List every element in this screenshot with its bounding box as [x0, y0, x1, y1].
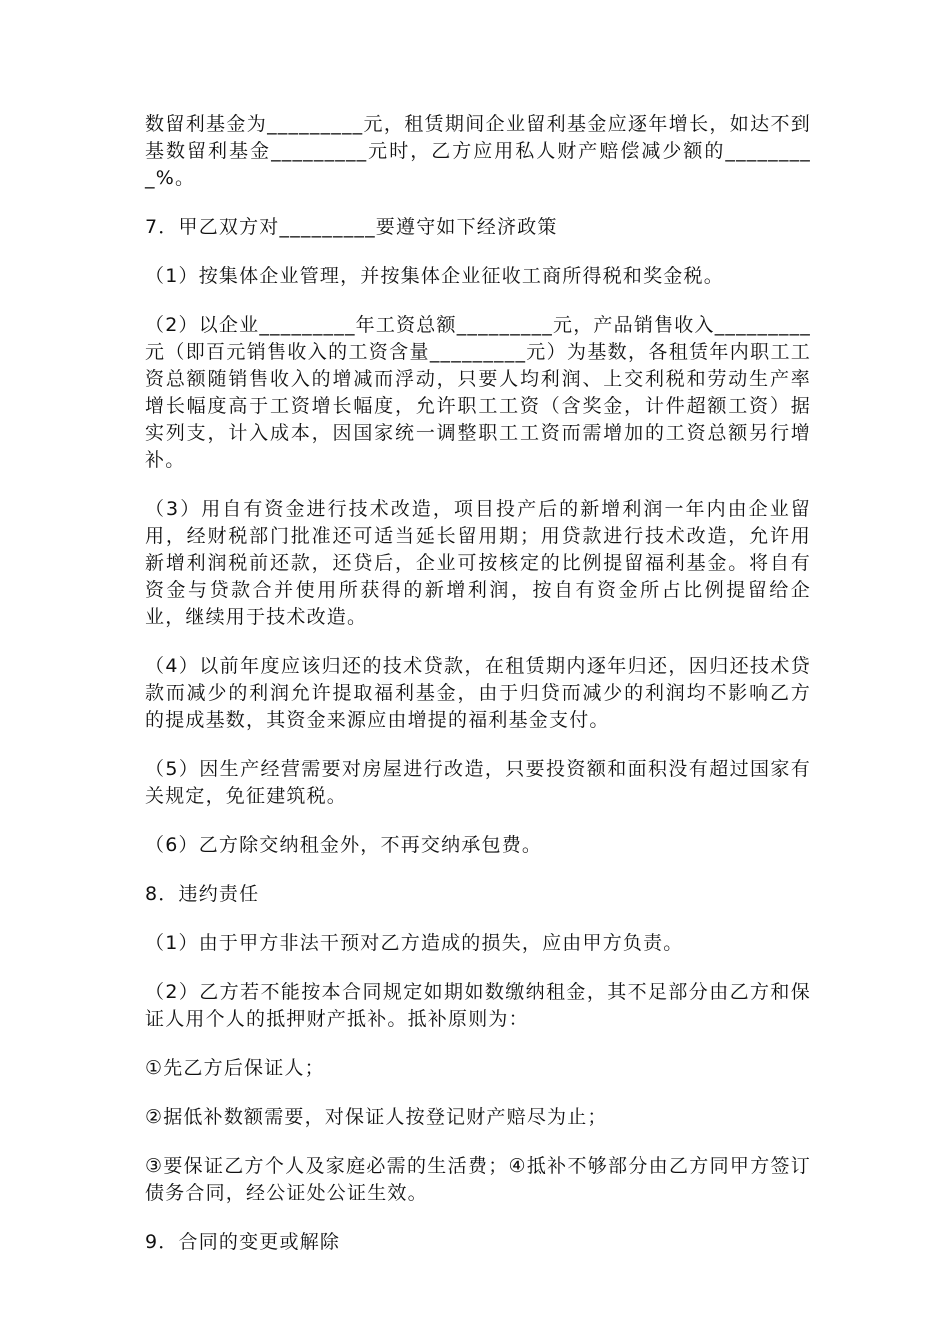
paragraph-7-1: （1）按集体企业管理，并按集体企业征收工商所得税和奖金税。	[145, 265, 724, 287]
paragraph-7-3: （3）用自有资金进行技术改造，项目投产后的新增利润一年内由企业留用，经财税部门批准还可适当延长留用期；用贷款进行技术改造，允许用新增利润税前还款，还贷后，企业可按核定的比例提留福利基金。将自有资金与贷款合并使用所获得的新增利润，按自有资金所占比例提留给企业，继续用于技术改造。	[145, 498, 811, 628]
paragraph-8-2: （2）乙方若不能按本合同规定如期如数缴纳租金，其不足部分由乙方和保证人用个人的抵押财产抵补。抵补原则为：	[145, 981, 811, 1030]
heading-section-7: 7．甲乙双方对_________要遵守如下经济政策	[145, 216, 558, 238]
paragraph-7-2: （2）以企业_________年工资总额_________元，产品销售收入_________元（即百元销售收入的工资含量_________元）为基数，各租赁年内职工工资总额随销售收入的增减而浮动，只要人均利润、上交利税和劳动生产率增长幅度高于工资增长幅度，允许职工工资（含奖金，计件超额工资）据实列支，计入成本，因国家统一调整职工工资而需增加的工资总额另行增补。	[145, 314, 811, 471]
paragraph-7-4: （4）以前年度应该归还的技术贷款，在租赁期内逐年归还，因归还技术贷款而减少的利润允许提取福利基金，由于归贷而减少的利润均不影响乙方的提成基数，其资金来源应由增提的福利基金支付。	[145, 655, 811, 731]
list-item-principle-3-4: ③要保证乙方个人及家庭必需的生活费；④抵补不够部分由乙方同甲方签订债务合同，经公证处公证生效。	[145, 1155, 811, 1204]
paragraph-7-6: （6）乙方除交纳租金外，不再交纳承包费。	[145, 834, 543, 856]
heading-section-9: 9．合同的变更或解除	[145, 1231, 341, 1253]
paragraph-retained-fund: 数留利基金为_________元，租赁期间企业留利基金应逐年增长，如达不到基数留利基金_________元时，乙方应用私人财产赔偿减少额的_________%。	[145, 113, 811, 189]
document-body	[145, 111, 811, 1278]
paragraph-7-5: （5）因生产经营需要对房屋进行改造，只要投资额和面积没有超过国家有关规定，免征建筑税。	[145, 758, 811, 807]
list-item-principle-2: ②据低补数额需要，对保证人按登记财产赔尽为止；	[145, 1106, 608, 1128]
list-item-principle-1: ①先乙方后保证人；	[145, 1057, 325, 1079]
heading-section-8: 8．违约责任	[145, 883, 260, 905]
paragraph-8-1: （1）由于甲方非法干预对乙方造成的损失，应由甲方负责。	[145, 932, 684, 954]
